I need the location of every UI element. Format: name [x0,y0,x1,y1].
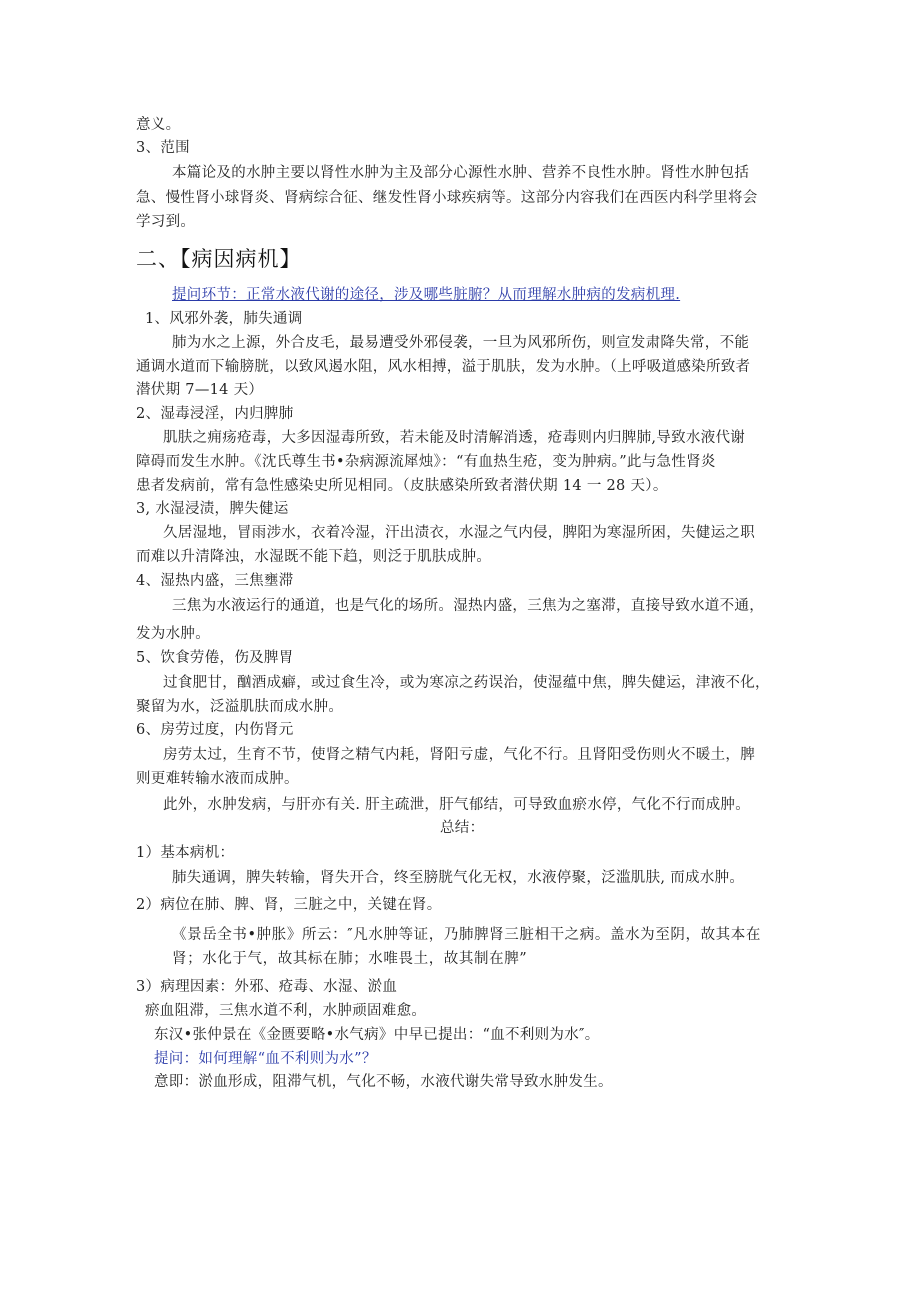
section-heading: 二、【病因病机】 [136,247,302,271]
cause-heading: 6、房劳过度，内伤肾元 [136,722,294,738]
paragraph-line: 学习到。 [136,214,196,230]
cause-heading: 2、湿毒浸淫，内归脾肺 [136,406,294,422]
summary-item: 3）病理因素：外邪、疮毒、水湿、淤血 [136,979,398,995]
paragraph-line: 急、慢性肾小球肾炎、肾病综合征、继发性肾小球疾病等。这部分内容我们在西医内科学里将会 [136,190,758,206]
question-prompt: 提问环节：正常水液代谢的途径，涉及哪些脏腑？从而理解水肿病的发病机理. [172,287,681,303]
question-prompt: 提问：如何理解“血不利则为水”？ [154,1051,377,1067]
paragraph-line: 而难以升清降浊，水湿既不能下趋，则泛于肌肤成肿。 [136,549,492,565]
paragraph-line: 本篇论及的水肿主要以肾性水肿为主及部分心源性水肿、营养不良性水肿。肾性水肿包括 [172,165,750,181]
cause-heading: 1、风邪外袭，肺失通调 [145,311,303,327]
paragraph-line: 此外，水肿发病，与肝亦有关. 肝主疏泄，肝气郁结，可导致血瘀水停，气化不行而成肿。 [163,797,751,813]
summary-item: 1）基本病机： [136,845,235,861]
paragraph-line: 聚留为水，泛溢肌肤而成水肿。 [136,699,344,715]
summary-item: 2）病位在肺、脾、肾，三脏之中，关键在肾。 [136,897,442,913]
paragraph-line: 东汉•张仲景在《金匮要略•水气病》中早已提出：“血不利则为水″。 [154,1027,600,1043]
paragraph-line: 久居湿地，冒雨涉水，衣着冷湿，汗出渍衣，水湿之气内侵，脾阳为寒湿所困，失健运之职 [163,525,755,541]
cause-heading: 5、饮食劳倦，伤及脾胃 [136,650,294,666]
paragraph-line: 过食肥甘，酗酒成癖，或过食生冷，或为寒凉之药误治，使湿蕴中焦，脾失健运，津液不化， [163,675,770,691]
paragraph-line: 患者发病前，常有急性感染史所见相同。（皮肤感染所致者潜伏期 14 一 28 天）。 [136,478,668,494]
quotation-line: 肾；水化于气，故其标在肺；水唯畏土，故其制在脾” [172,951,528,967]
paragraph-line: 则更难转输水液而成肿。 [136,771,299,787]
cause-heading: 4、湿热内盛，三焦壅滞 [136,573,294,589]
paragraph-line: 三焦为水液运行的通道，也是气化的场所。湿热内盛，三焦为之塞滞，直接导致水道不通， [172,598,764,614]
text-line: 意义。 [136,117,181,133]
paragraph-line: 肺为水之上源，外合皮毛，最易遭受外邪侵袭，一旦为风邪所伤，则宣发肃降失常，不能 [172,335,750,351]
cause-heading: 3, 水湿浸渍，脾失健运 [136,501,289,517]
paragraph-line: 意即：淤血形成，阻滞气机，气化不畅，水液代谢失常导致水肿发生。 [154,1074,613,1090]
paragraph-line: 房劳太过，生育不节，使肾之精气内耗，肾阳亏虚，气化不行。且肾阳受伤则火不暖土，脾 [163,747,755,763]
subsection-heading: 3、范围 [136,140,190,156]
summary-title: 总结： [440,820,485,836]
paragraph-line: 肺失通调，脾失转输，肾失开合，终至膀胱气化无权，水液停聚，泛滥肌肤, 而成水肿。 [172,870,745,886]
quotation-line: 《景岳全书•肿胀》所云：″凡水肿等证，乃肺脾肾三脏相干之病。盖水为至阴，故其本在 [172,927,761,943]
paragraph-line: 潜伏期 7—14 天） [136,382,264,398]
paragraph-line: 通调水道而下输膀胱，以致风遏水阻，风水相搏，溢于肌肤，发为水肿。（上呼吸道感染所致者 [136,359,751,375]
paragraph-line: 障碍而发生水肿。《沈氏尊生书•杂病源流犀烛》：“有血热生疮，变为肿病。”此与急性肾炎 [136,454,716,470]
paragraph-line: 发为水肿。 [136,626,210,642]
paragraph-line: 瘀血阻滞，三焦水道不利，水肿顽固难愈。 [145,1003,427,1019]
paragraph-line: 肌肤之痈疡疮毒，大多因湿毒所致，若未能及时清解消透，疮毒则内归脾肺,导致水液代谢 [163,430,746,446]
